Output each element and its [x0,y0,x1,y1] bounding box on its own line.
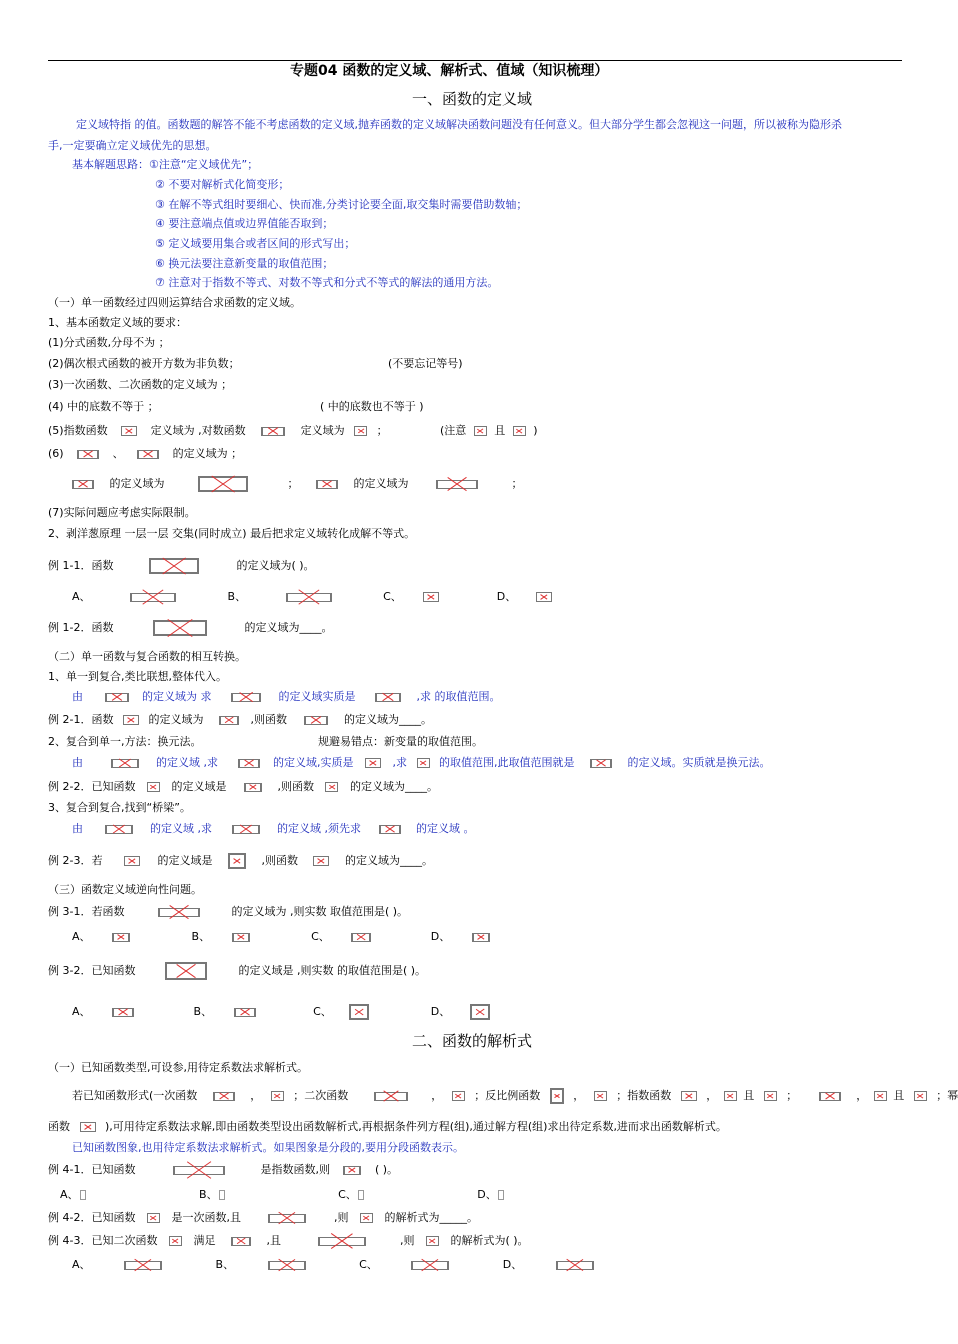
formula-image [318,1237,366,1246]
formula-image [232,825,260,834]
formula-image [349,1004,369,1020]
formula-image [77,450,99,459]
formula-image [198,476,248,492]
paragraph: 2、复合到单一,方法：换元法。 [48,735,202,748]
formula-image [436,480,478,489]
formula-image [112,1008,134,1017]
note: (注意 且 ) [440,424,538,437]
paragraph: 1、基本函数定义域的要求： [48,316,187,329]
formula-image [130,593,176,602]
formula-image [232,933,250,942]
formula-image [325,782,338,792]
formula-image [238,759,260,768]
rule-line: (3)一次函数、二次函数的定义域为 ； [48,378,233,391]
formula-image [121,426,137,436]
formula-image [105,825,133,834]
rule-line: (6) 、 的定义域为 ； [48,447,243,460]
example: 例 4-1．已知函数 是指数函数,则 ( )。 [48,1163,399,1176]
formula-image [213,1092,235,1101]
formula-image [472,933,490,942]
paragraph: 若已知函数形式(一次函数 ， ；二次函数 ， ；反比例函数 ， ；指数函数 ， 且 ； ， 且 ；幂 [72,1089,958,1102]
rule-line: (2)偶次根式函数的被开方数为非负数； [48,357,240,370]
paragraph: 函数 ),可用待定系数法求解,即由函数类型设出函数解析式,再根据条件列方程(组),通过解方程(组)求出待定系数,进而求出函数解析式。 [48,1120,727,1133]
formula-image [169,1236,182,1246]
tip-line: 基本解题思路：①注意“定义域优先”； [72,158,259,171]
formula-image [231,1237,251,1246]
formula-image [304,716,328,725]
example: 例 1-2．函数 的定义域为____。 [48,621,333,634]
formula-image [417,758,430,768]
formula-image [498,1190,504,1200]
option-row: A、 B、 C、 D、 [72,1004,490,1020]
formula-image [149,558,199,574]
formula-image [590,759,612,768]
formula-image [513,426,526,436]
formula-image [271,1091,284,1101]
formula-image [112,933,130,942]
formula-image [124,856,140,866]
formula-image [316,480,338,489]
formula-image [234,1008,256,1017]
formula-image [268,1261,306,1270]
note: (不要忘记等号) [388,357,463,370]
paragraph: 1、单一到复合,类比联想,整体代入。 [48,670,227,683]
option-row: A、 B、 C、 D、 [72,930,490,944]
formula-image [147,1213,160,1223]
note: 规避易错点：新变量的取值范围。 [318,735,483,748]
formula-image [423,592,439,602]
formula-image [286,593,332,602]
formula-image [452,1091,465,1101]
formula-image [536,592,552,602]
formula-image [165,962,207,980]
formula-image [173,1166,225,1175]
example: 例 4-3．已知二次函数 满足 ,且 ,则 的解析式为( )。 [48,1234,529,1247]
subsection-heading: （一）单一函数经过四则运算结合求函数的定义域。 [48,296,301,309]
section-heading: 二、函数的解析式 [412,1032,533,1050]
formula-image [354,426,367,436]
formula-image [360,1213,373,1223]
paragraph: 已知函数图象,也用待定系数法求解析式。如果图象是分段的,要用分段函数表示。 [72,1141,464,1154]
tip-line: ⑦ 注意对于指数不等式、对数不等式和分式不等式的解法的通用方法。 [155,276,499,289]
formula-image [358,1190,364,1200]
note: ( 中的底数也不等于 ) [320,400,424,413]
example: 例 2-1．函数 的定义域为 ,则函数 的定义域为____。 [48,713,432,726]
section-heading: 一、函数的定义域 [412,90,533,108]
formula-image [474,426,487,436]
rule-line: 2、剥洋葱原理 一层一层 交集(同时成立) 最后把求定义域转化成解不等式。 [48,527,416,540]
formula-image [374,1092,408,1101]
formula-image [556,1261,594,1270]
formula-image [153,620,207,636]
formula-image [137,450,159,459]
example: 例 3-1．若函数 的定义域为 ,则实数 取值范围是( )。 [48,905,409,918]
formula-image [219,716,239,725]
tip-line: ④ 要注意端点值或边界值能否取到； [155,217,334,230]
paragraph: 由 的定义域为 求 的定义域实质是 ,求 的取值范围。 [72,690,501,703]
example: 例 1-1．函数 的定义域为( )。 [48,559,315,572]
formula-image [124,1261,162,1270]
tip-line: ⑤ 定义域要用集合或者区间的形式写出； [155,237,356,250]
formula-image [351,933,371,942]
subsection-heading: （一）已知函数类型,可设参,用待定系数法求解析式。 [48,1061,308,1074]
formula-image [764,1091,777,1101]
paragraph: 由 的定义域 ,求 的定义域 ,须先求 的定义域 。 [72,822,475,835]
formula-image [244,783,262,792]
rule-line: (5)指数函数 定义域为 ,对数函数 定义域为 ； [48,424,388,437]
formula-image [231,693,261,702]
paragraph: 由 的定义域 ,求 的定义域,实质是 ,求 的取值范围,此取值范围就是 的定义域。实质就是换元法。 [72,756,771,769]
formula-image [313,856,329,866]
rule-line: (7)实际问题应考虑实际限制。 [48,506,196,519]
page-title: 专题04 函数的定义域、解析式、值域（知识梳理） [290,63,609,79]
option-row: A、 B、 C、 D、 [72,590,552,604]
rule-line: 的定义域为 ； 的定义域为 ； [72,476,523,492]
formula-image [261,427,285,436]
formula-image [594,1091,607,1101]
formula-image [147,782,160,792]
formula-image [80,1190,86,1200]
formula-image [111,759,139,768]
option-row: A、 B、 C、 D、 [72,1258,594,1272]
formula-image [80,1122,96,1132]
formula-image [268,1214,306,1223]
subsection-heading: （三）函数定义域逆向性问题。 [48,883,202,896]
formula-image [681,1091,697,1101]
tip-line: ③ 在解不等式组时要细心、快而准,分类讨论要全面,取交集时需要借助数轴； [155,198,528,211]
formula-image [819,1092,841,1101]
formula-image [550,1088,564,1104]
formula-image [72,480,94,489]
formula-image [411,1261,449,1270]
rule-line: (1)分式函数,分母不为 ； [48,336,170,349]
formula-image [158,908,200,917]
formula-image [365,758,381,768]
formula-image [105,693,129,702]
formula-image [914,1091,927,1101]
formula-image [379,825,401,834]
example: 例 3-2．已知函数 的定义域是 ,则实数 的取值范围是( )。 [48,962,426,980]
formula-image [123,715,139,725]
paragraph: 手,一定要确立定义域优先的思想。 [48,139,217,152]
subsection-heading: （二）单一函数与复合函数的相互转换。 [48,650,246,663]
example: 例 2-3．若 的定义域是 ,则函数 的定义域为____。 [48,854,433,867]
tip-line: ⑥ 换元法要注意新变量的取值范围； [155,257,334,270]
paragraph: 定义域特指 的值。函数题的解答不能不考虑函数的定义域,抛弃函数的定义域解决函数问题没有任何意义。但大部分学生都会忽视这一问题，所以被称为隐形杀 [76,118,842,131]
formula-image [874,1091,887,1101]
formula-image [228,853,246,869]
formula-image [219,1190,225,1200]
paragraph: 3、复合到复合,找到“桥梁”。 [48,801,191,814]
formula-image [375,693,401,702]
example: 例 2-2．已知函数 的定义域是 ,则函数 的定义域为____。 [48,780,438,793]
formula-image [426,1236,439,1246]
option-row: A、 B、 C、 D、 [60,1188,505,1202]
formula-image [470,1004,490,1020]
example: 例 4-2．已知函数 是一次函数,且 ,则 的解析式为_____。 [48,1211,478,1224]
formula-image [724,1091,737,1101]
rule-line: (4) 中的底数不等于 ； [48,400,159,413]
tip-line: ② 不要对解析式化简变形； [155,178,290,191]
header-rule [48,60,902,61]
formula-image [343,1166,361,1175]
